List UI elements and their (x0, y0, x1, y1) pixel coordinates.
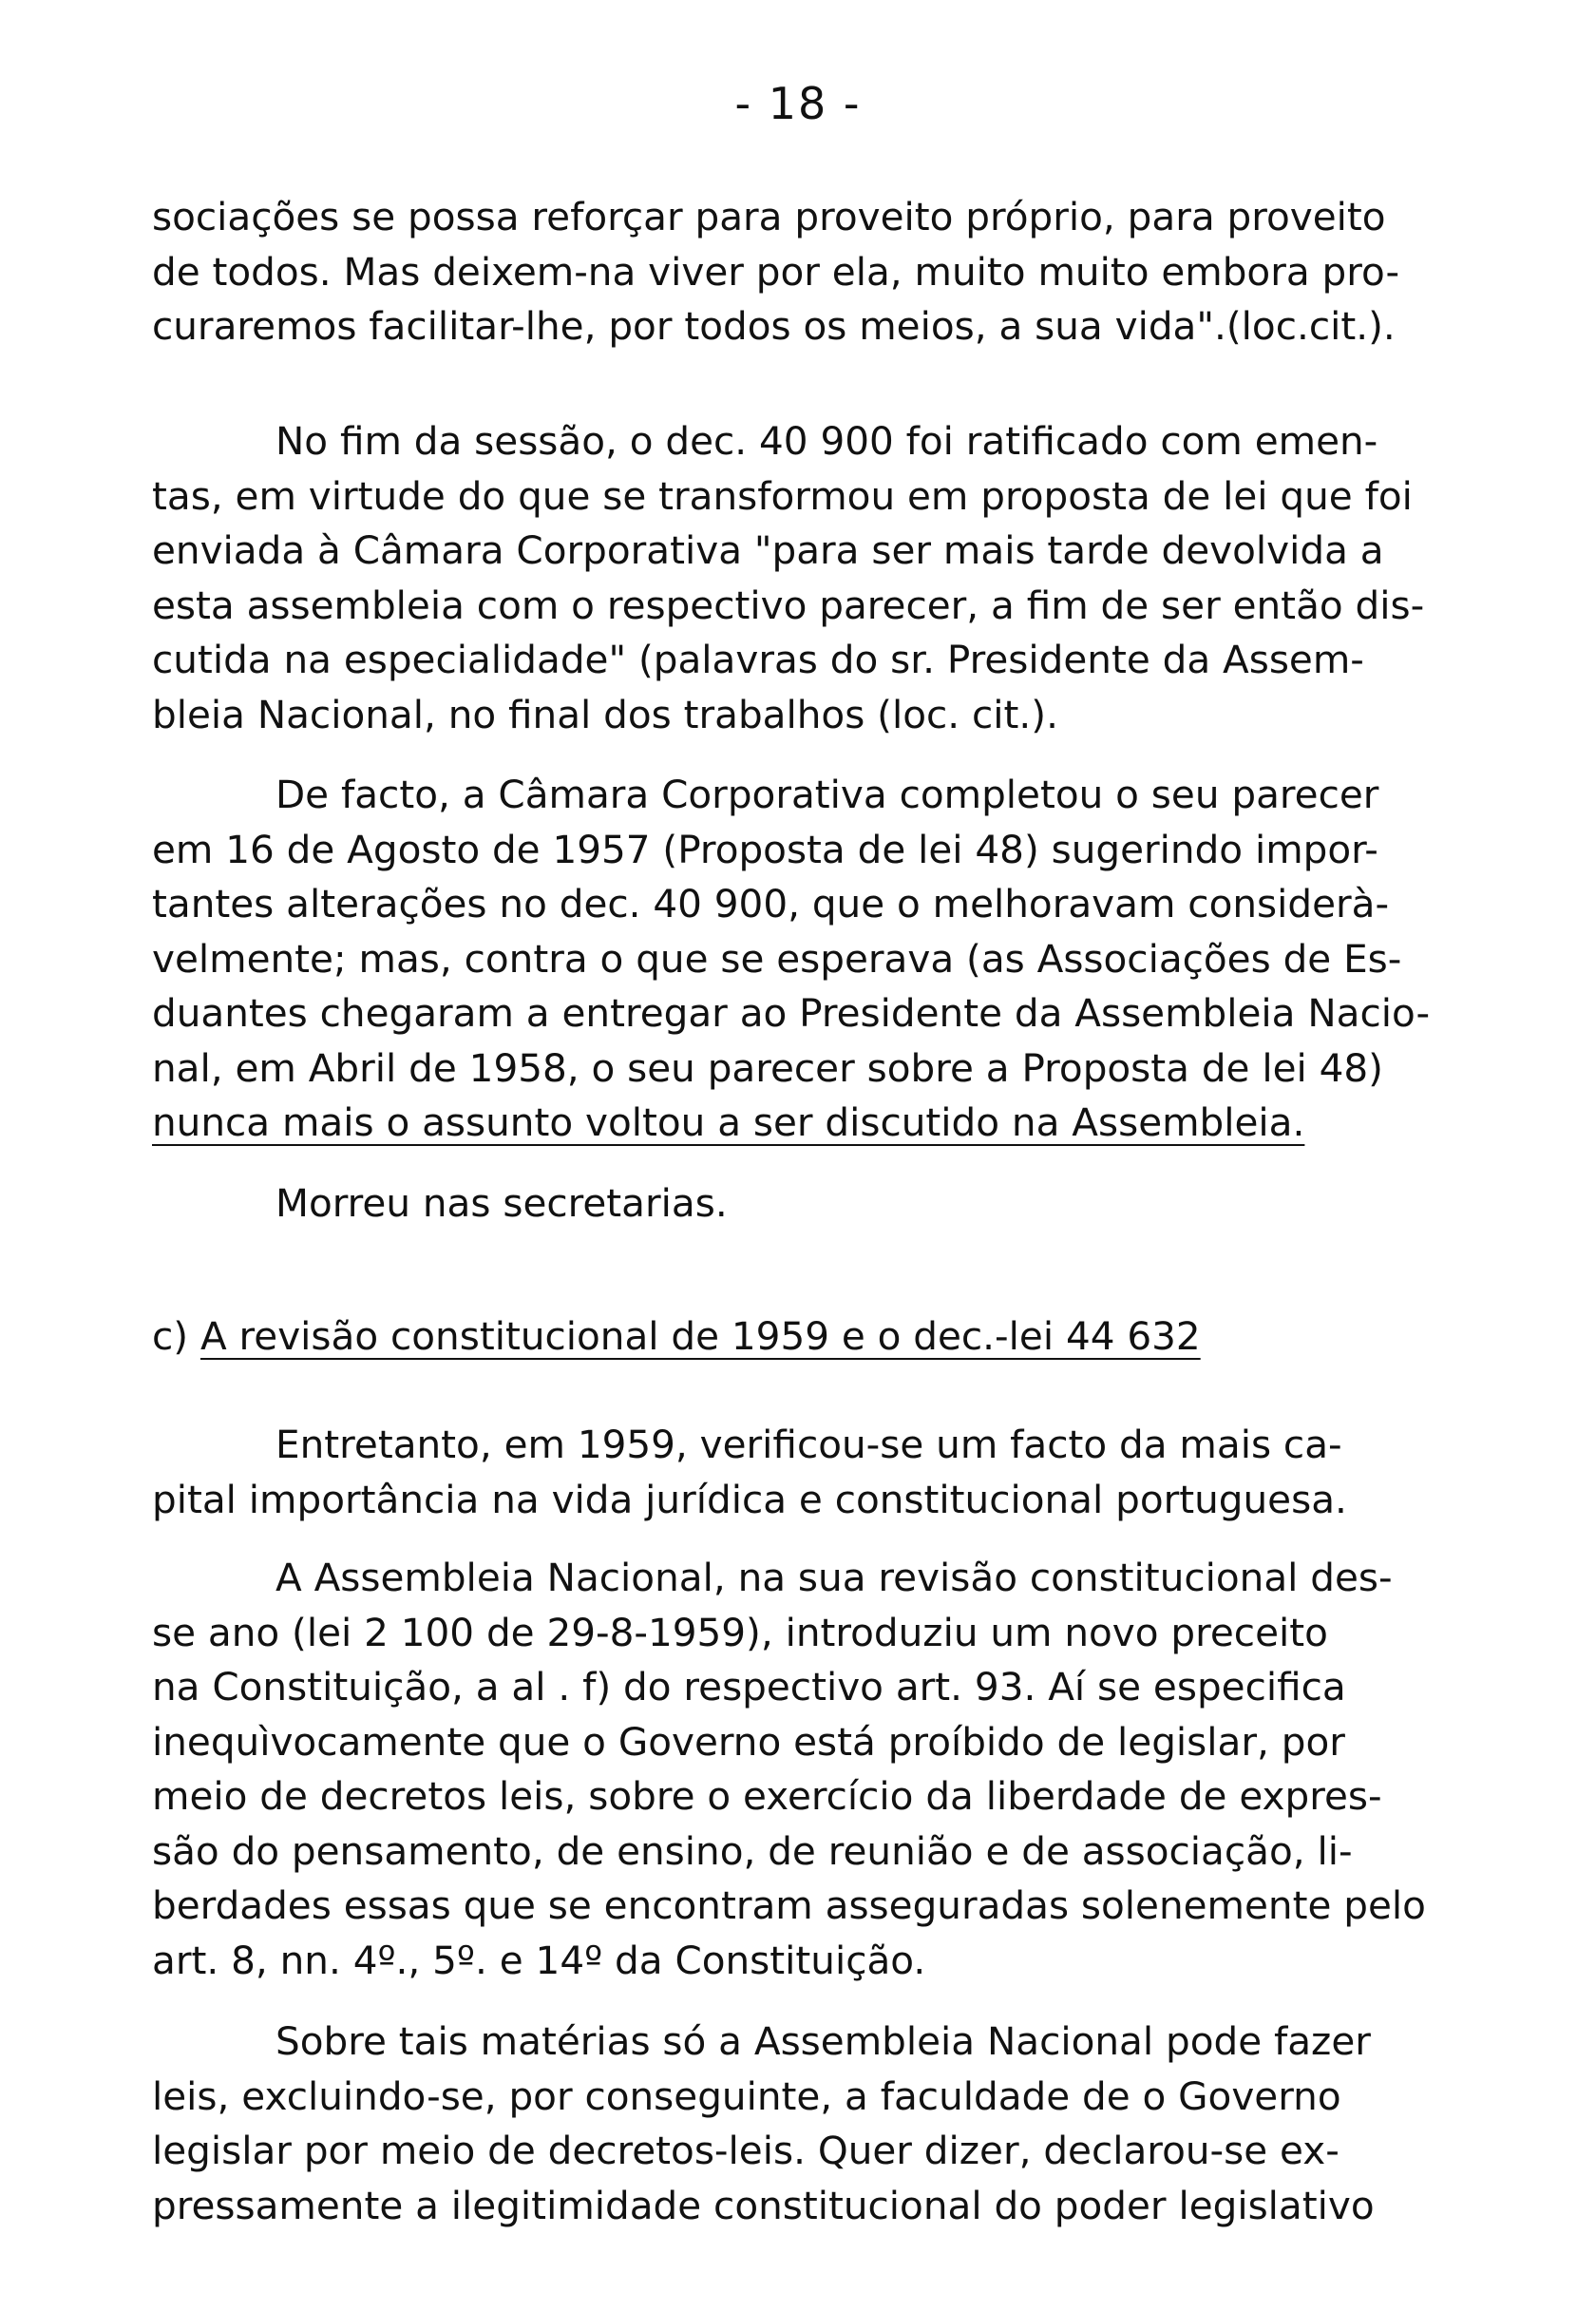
text-line: legislar por meio de decretos-leis. Quer dizer, declarou-se ex- (152, 2128, 1340, 2173)
text-line: enviada à Câmara Corporativa "para ser mais tarde devolvida a (152, 527, 1384, 573)
paragraph-camara-corporativa (152, 768, 1482, 1151)
text-line: nal, em Abril de 1958, o seu parecer sobre a Proposta de lei 48) (152, 1044, 1383, 1091)
text-line: meio de decretos leis, sobre o exercício da liberdade de expres- (152, 1773, 1382, 1819)
text-line: são do pensamento, de ensino, de reunião e de associação, li- (152, 1827, 1353, 1874)
text-line: esta assembleia com o respectivo parecer, a fim de ser então dis- (152, 582, 1425, 628)
text-line: na Constituição, a al . f) do respectivo art. 93. Aí se especifica (152, 1664, 1346, 1709)
paragraph-sobre-tais-materias (152, 2015, 1482, 2233)
text-line: tas, em virtude do que se transformou em proposta de lei que foi (152, 472, 1413, 519)
text-line: em 16 de Agosto de 1957 (Proposta de lei 48) sugerindo impor- (152, 826, 1378, 872)
text-line: No fim da sessão, o dec. 40 900 foi ratificado com emen- (276, 418, 1378, 464)
paragraph-ratification (152, 414, 1482, 742)
text-line: pital importância na vida jurídica e constitucional portuguesa. (152, 1476, 1347, 1522)
text-line: sociações se possa reforçar para proveito próprio, para proveito (152, 194, 1386, 239)
text-line: curaremos facilitar-lhe, por todos os meios, a sua vida".(loc.cit.). (152, 303, 1396, 349)
text-line: A Assembleia Nacional, na sua revisão constitucional des- (276, 1555, 1393, 1600)
text-line: art. 8, nn. 4º., 5º. e 14º da Constituição. (152, 1937, 926, 1983)
text-line: inequìvocamente que o Governo está proíbido de legislar, por (152, 1718, 1345, 1765)
paragraph-morreu (152, 1176, 1482, 1232)
text-line: duantes chegaram a entregar ao Presidente da Assembleia Nacio- (152, 990, 1431, 1036)
section-heading (152, 1309, 1201, 1365)
underlined-text-line: nunca mais o assunto voltou a ser discutido na Assembleia. (152, 1099, 1305, 1145)
text-line: pressamente a ilegitimidade constitucional do poder legislativo (152, 2182, 1375, 2228)
text-line: cutida na especialidade" (palavras do sr. Presidente da Assem- (152, 637, 1364, 682)
text-line: de todos. Mas deixem-na viver por ela, muito muito embora pro- (152, 248, 1400, 295)
text-line: velmente; mas, contra o que se esperava (as Associações de Es- (152, 935, 1402, 982)
section-heading-prefix: c) (152, 1313, 200, 1359)
text-line: leis, excluindo-se, por conseguinte, a faculdade de o Governo (152, 2072, 1341, 2119)
text-line: bleia Nacional, no final dos trabalhos (loc. cit.). (152, 691, 1058, 737)
text-line: Morreu nas secretarias. (276, 1180, 728, 1226)
page-number: - 18 - (734, 78, 862, 129)
paragraph-assembleia-revisao (152, 1551, 1482, 1988)
paragraph-entretanto (152, 1418, 1482, 1527)
text-line: berdades essas que se encontram asseguradas solenemente pelo (152, 1882, 1426, 1928)
section-heading-title: A revisão constitucional de 1959 e o dec.-lei 44 632 (200, 1313, 1201, 1359)
text-line: tantes alterações no dec. 40 900, que o melhoravam considerà- (152, 881, 1390, 926)
text-line: De facto, a Câmara Corporativa completou o seu parecer (276, 772, 1379, 817)
paragraph-quote-continuation (152, 190, 1482, 354)
text-line: Entretanto, em 1959, verificou-se um facto da mais ca- (276, 1422, 1342, 1467)
text-line: se ano (lei 2 100 de 29-8-1959), introduziu um novo preceito (152, 1609, 1328, 1655)
text-line: Sobre tais matérias só a Assembleia Nacional pode fazer (276, 2018, 1371, 2064)
